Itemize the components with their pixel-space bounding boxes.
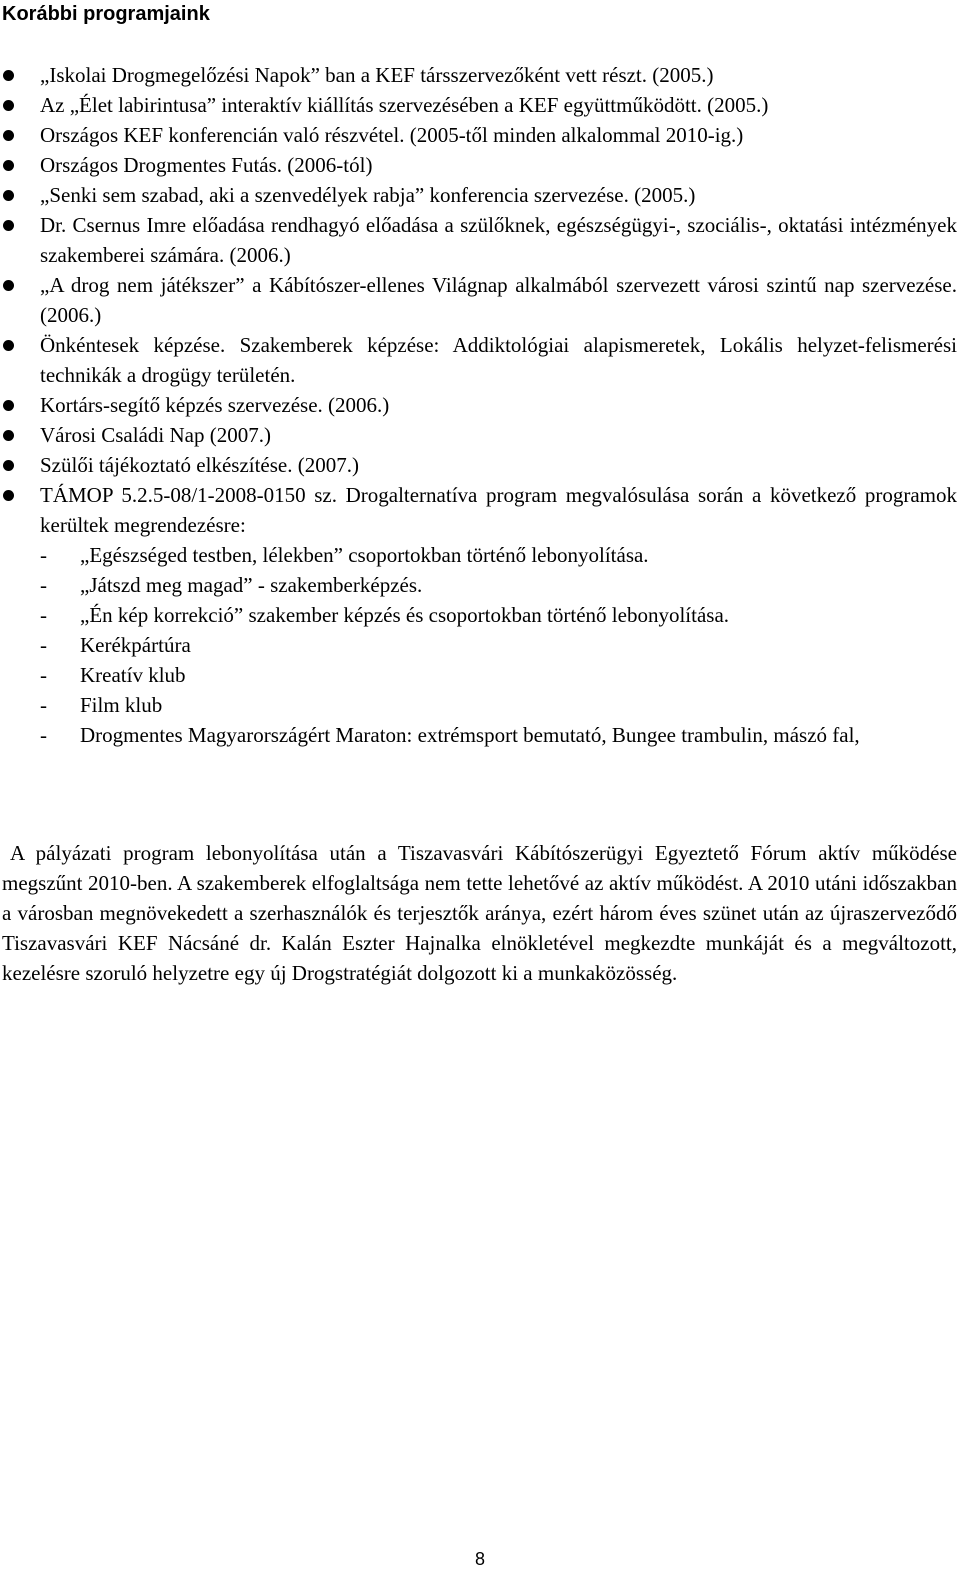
program-item: Kortárs-segítő képzés szervezése. (2006.) [0,390,957,420]
program-item: Az „Élet labirintusa” interaktív kiállítás szervezésében a KEF együttműködött. (2005.) [0,90,957,120]
programs-list [0,60,957,750]
program-item: „A drog nem játékszer” a Kábítószer-ellenes Világnap alkalmából szervezett városi szintű nap szervezése. (2006.) [0,270,957,330]
program-item: „Senki sem szabad, aki a szenvedélyek rabja” konferencia szervezése. (2005.) [0,180,957,210]
page-number: 8 [474,1549,485,1569]
program-item: Városi Családi Nap (2007.) [0,420,957,450]
tamop-subitem: - „Egészséged testben, lélekben” csoportokban történő lebonyolítása. [40,540,957,570]
tamop-subitem: - „Én kép korrekció” szakember képzés és csoportokban történő lebonyolítása. [40,600,957,630]
program-item: Önkéntesek képzése. Szakemberek képzése: Addiktológiai alapismeretek, Lokális helyzet-felismerési technikák a drogügy területén. [0,330,957,390]
program-item: „Iskolai Drogmegelőzési Napok” ban a KEF társszervezőként vett részt. (2005.) [0,60,957,90]
tamop-intro: TÁMOP 5.2.5-08/1-2008-0150 sz. Drogalternatíva program megvalósulása során a következő programok kerültek megrendezésre: [40,483,957,537]
tamop-subitem: - Film klub [40,690,957,720]
program-item: Országos KEF konferencián való részvétel. (2005-től minden alkalommal 2010-ig.) [0,120,957,150]
closing-paragraph: A pályázati program lebonyolítása után a Tiszavasvári Kábítószerügyi Egyeztető Fórum aktív működése megszűnt 2010-ben. A szakemberek elfoglaltsága nem tette lehetővé az aktív működést. A 2010 utáni időszakban a városban megnövekedett a szerhasználók és terjesztők aránya, ezért három éves szünet után az újraszerveződő Tiszavasvári KEF Nácsáné dr. Kalán Eszter Hajnalka elnökletével megkezdte munkáját és a megváltozott, kezelésre szoruló helyzetre egy új Drogstratégiát dolgozott ki a munkaközösség. [2,841,957,985]
section-heading: Korábbi programjaink [2,3,210,25]
tamop-subitem: - Kreatív klub [40,660,957,690]
program-item: Szülői tájékoztató elkészítése. (2007.) [0,450,957,480]
tamop-subitem: - „Játszd meg magad” - szakemberképzés. [40,570,957,600]
program-item: Dr. Csernus Imre előadása rendhagyó előadása a szülőknek, egészségügyi-, szociális-, oktatási intézmények szakemberei számára. (2006.) [0,210,957,270]
tamop-sublist [40,540,957,750]
program-item: Országos Drogmentes Futás. (2006-tól) [0,150,957,180]
tamop-subitem: - Drogmentes Magyarországért Maraton: extrémsport bemutató, Bungee trambulin, mászó fal, [40,720,957,750]
tamop-program-item [0,480,957,750]
tamop-subitem: - Kerékpártúra [40,630,957,660]
